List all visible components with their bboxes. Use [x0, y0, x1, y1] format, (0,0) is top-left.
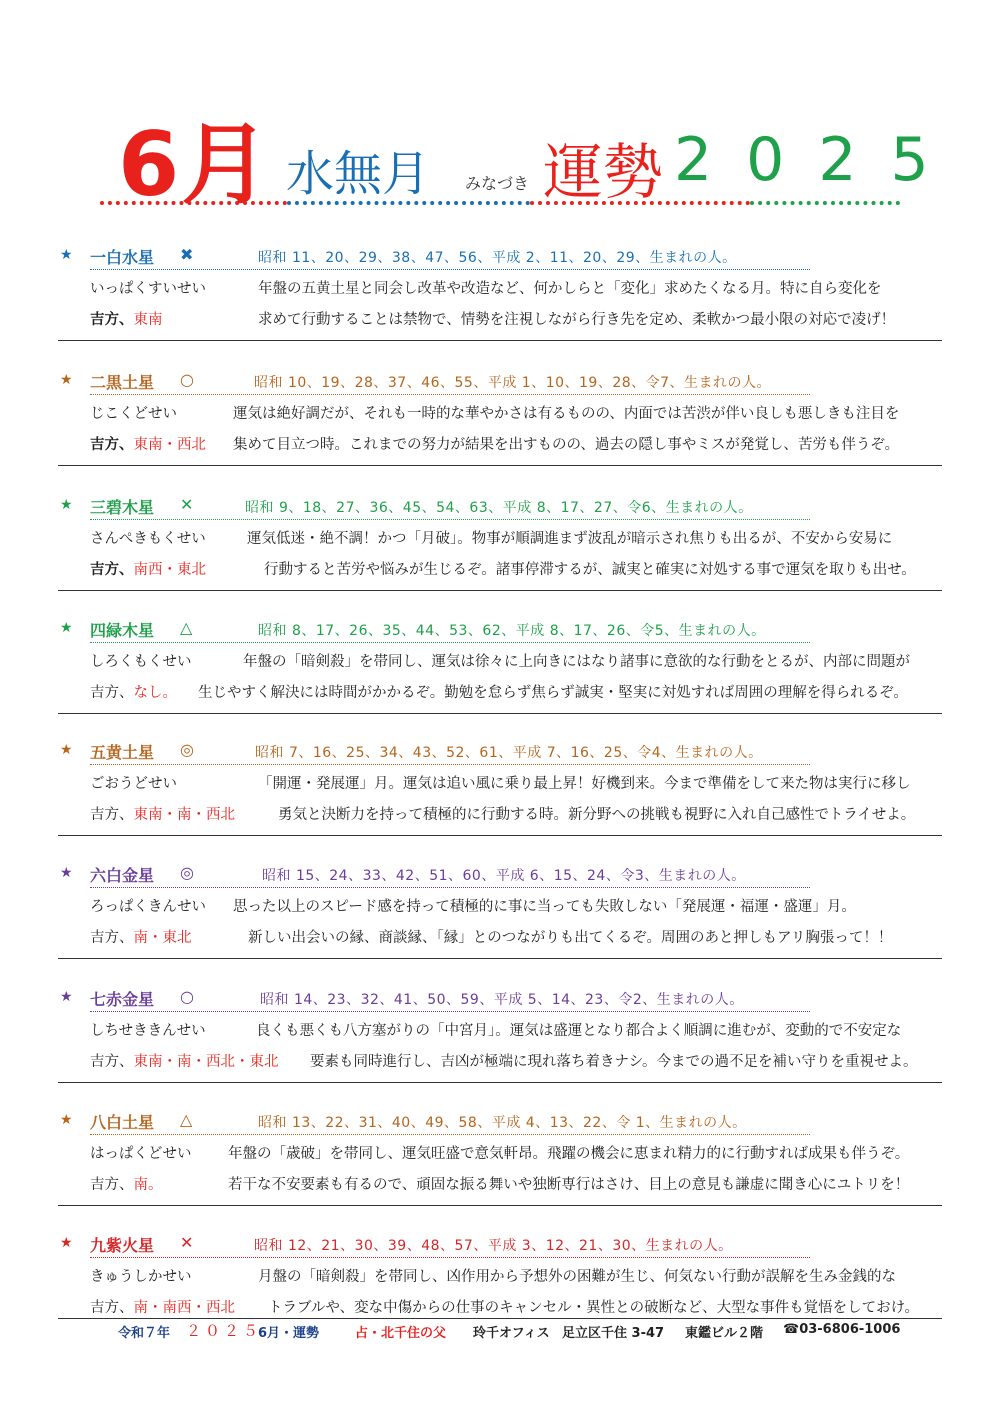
fortune-text-line-2: トラブルや、変な中傷からの仕事のキャンセル・異性との破断など、大型な事件も覚悟をしておけ。 [268, 1300, 920, 1316]
footer-year: ２０２５ [186, 1322, 263, 1340]
fortune-mark: ✕ [180, 495, 194, 514]
star-reading: きゅうしかせい [90, 1269, 192, 1285]
birth-years: 昭和 8、17、26、35、44、53、62、平成 8、17、26、令5、生まれの人。 [258, 623, 766, 639]
fortune-entry [0, 740, 1000, 862]
title-month: 6月 [118, 113, 272, 216]
lucky-direction [90, 1050, 279, 1071]
fortune-mark: △ [180, 1110, 193, 1129]
entry-divider [58, 1205, 942, 1206]
footer-author: 占・北千住の父 [355, 1326, 447, 1341]
fortune-text-line-2: 求めて行動することは禁物で、情勢を注視しながら行き先を定め、柔軟かつ最小限の対応で凌げ！ [258, 312, 896, 328]
entry-divider [58, 958, 942, 959]
lucky-direction-value: 南西・東北 [133, 562, 206, 578]
fortune-entry [0, 370, 1000, 492]
star-name: 二黒土星 [90, 373, 155, 392]
lucky-direction-label: 吉方、 [90, 685, 134, 701]
fortune-entry [0, 618, 1000, 740]
footer-month: 6月・運勢 [258, 1326, 320, 1341]
fortune-text-line-2: 集めて目立つ時。これまでの努力が結果を出すものの、過去の隠し事やミスが発覚し、苦労も伴うぞ。 [233, 437, 900, 453]
star-icon: ★ [60, 989, 73, 1005]
birth-years: 昭和 10、19、28、37、46、55、平成 1、10、19、28、令7、生まれの人。 [254, 375, 772, 391]
fortune-text-line-2: 新しい出会いの縁、商談縁、「縁」とのつながりも出てくるぞ。周囲のあと押しもアリ胸張って！！ [248, 930, 893, 946]
header-dotted-rule [90, 519, 810, 520]
lucky-direction-label: 吉方、 [90, 807, 134, 823]
birth-years: 昭和 7、16、25、34、43、52、61、平成 7、16、25、令4、生まれの人。 [255, 745, 763, 761]
lucky-direction-value: なし。 [133, 685, 177, 701]
lucky-direction-value: 東南・南・西北 [133, 807, 235, 823]
fortune-mark: △ [180, 618, 193, 637]
title-reading: みなづき [465, 174, 530, 193]
star-reading: じこくどせい [90, 406, 177, 422]
lucky-direction-label: 吉方、 [90, 437, 134, 453]
title-year: 2025 [674, 125, 963, 195]
footer-building: 東鑑ビル２階 [685, 1326, 764, 1341]
footer-office: 玲千オフィス [473, 1326, 550, 1341]
star-reading: ごおうどせい [90, 776, 177, 792]
birth-years: 昭和 13、22、31、40、49、58、平成 4、13、22、令 1、生まれの人。 [258, 1115, 747, 1131]
star-icon: ★ [60, 497, 73, 513]
footer-address: 足立区千住 3-47 [562, 1326, 665, 1341]
fortune-mark: ✖ [180, 245, 194, 264]
star-name: 三碧木星 [90, 498, 155, 517]
fortune-text-line-1: 月盤の「暗剣殺」を帯同し、凶作用から予想外の困難が生じ、何気ない行動が誤解を生み金銭的な [258, 1269, 896, 1285]
star-name: 九紫火星 [90, 1236, 155, 1255]
lucky-direction [90, 308, 163, 329]
fortune-text-line-1: 思った以上のスピード感を持って積極的に事に当っても失敗しない「発展運・福運・盛運」月。 [233, 899, 856, 915]
birth-years: 昭和 14、23、32、41、50、59、平成 5、14、23、令2、生まれの人。 [260, 992, 744, 1008]
star-icon: ★ [60, 865, 73, 881]
lucky-direction-value: 東南・西北 [133, 437, 206, 453]
title-underline-red-2 [530, 201, 750, 205]
star-name: 七赤金星 [90, 990, 155, 1009]
fortune-text-line-2: 勇気と決断力を持って積極的に行動する時。新分野への挑戦も視野に入れ自己感性でトライせよ。 [278, 807, 916, 823]
lucky-direction-label: 吉方、 [90, 1054, 134, 1070]
header-dotted-rule [90, 1257, 810, 1258]
fortune-text-line-1: 良くも悪くも八方塞がりの「中宮月」。運気は盛運となり都合よく順調に進むが、変動的で不安定な [256, 1023, 902, 1039]
lucky-direction-value: 東南・南・西北・東北 [133, 1054, 279, 1070]
lucky-direction [90, 926, 192, 947]
footer [0, 1320, 1000, 1344]
star-icon: ★ [60, 372, 73, 388]
lucky-direction-label: 吉方、 [90, 1177, 134, 1193]
entry-divider [58, 713, 942, 714]
star-reading: しろくもくせい [90, 654, 192, 670]
lucky-direction [90, 1296, 235, 1317]
fortune-entry [0, 245, 1000, 367]
title-month-name: 水無月 [286, 146, 431, 202]
header-dotted-rule [90, 887, 810, 888]
fortune-text-line-1: 運気低迷・絶不調！かつ「月破」。物事が順調進まず波乱が暗示され焦りも出るが、不安から安易に [247, 531, 893, 547]
star-icon: ★ [60, 620, 73, 636]
fortune-text-line-1: 年盤の五黄土星と同会し改革や改造など、何かしらと「変化」求めたくなる月。特に自ら変化を [258, 281, 882, 297]
entry-divider [58, 465, 942, 466]
footer-era: 令和７年 [118, 1326, 171, 1341]
birth-years: 昭和 11、20、29、38、47、56、平成 2、11、20、29、生まれの人。 [258, 250, 737, 266]
lucky-direction-label: 吉方、 [90, 1300, 134, 1316]
entry-divider [58, 340, 942, 341]
title-underline-green [750, 201, 900, 205]
lucky-direction [90, 558, 206, 579]
entry-divider [58, 835, 942, 836]
fortune-text-line-2: 要素も同時進行し、吉凶が極端に現れ落ち着きナシ。今までの過不足を補い守りを重視せよ。 [310, 1054, 918, 1070]
lucky-direction [90, 1173, 163, 1194]
lucky-direction-value: 東南 [133, 312, 163, 328]
star-reading: しちせききんせい [90, 1023, 206, 1039]
star-reading: さんぺきもくせい [90, 531, 206, 547]
fortune-mark: ✕ [180, 1233, 194, 1252]
star-name: 一白水星 [90, 248, 155, 267]
header-dotted-rule [90, 764, 810, 765]
entry-divider [58, 590, 942, 591]
star-reading: はっぱくどせい [90, 1146, 192, 1162]
header-dotted-rule [90, 642, 810, 643]
star-name: 五黄土星 [90, 743, 155, 762]
star-icon: ★ [60, 1235, 73, 1251]
birth-years: 昭和 15、24、33、42、51、60、平成 6、15、24、令3、生まれの人。 [262, 868, 746, 884]
fortune-text-line-2: 若干な不安要素も有るので、頑固な振る舞いや独断専行はさけ、目上の意見も謙虚に聞き心にユトリを！ [228, 1177, 910, 1193]
fortune-text-line-1: 「開運・発展運」月。運気は追い風に乗り最上昇！好機到来。今まで準備をして来た物は実行に移し [258, 776, 911, 792]
lucky-direction [90, 803, 235, 824]
entry-divider [58, 1082, 942, 1083]
birth-years: 昭和 9、18、27、36、45、54、63、平成 8、17、27、令6、生まれの人。 [245, 500, 753, 516]
fortune-entry [0, 863, 1000, 985]
lucky-direction [90, 433, 206, 454]
star-icon: ★ [60, 1112, 73, 1128]
header-dotted-rule [90, 1134, 810, 1135]
fortune-text-line-2: 生じやすく解決には時間がかかるぞ。勤勉を怠らず焦らず誠実・堅実に対処すれば周囲の理解を得られるぞ。 [198, 685, 908, 701]
lucky-direction-value: 南・南西・西北 [133, 1300, 235, 1316]
fortune-text-line-1: 年盤の「暗剣殺」を帯同し、運気は徐々に上向きにはなり諸事に意欲的な行動をとるが、内部に問題が [243, 654, 910, 670]
fortune-mark: ◎ [180, 740, 194, 759]
header-dotted-rule [90, 394, 810, 395]
star-name: 四緑木星 [90, 621, 155, 640]
lucky-direction-label: 吉方、 [90, 930, 134, 946]
header-dotted-rule [90, 269, 810, 270]
lucky-direction-value: 南・東北 [133, 930, 192, 946]
fortune-entry [0, 495, 1000, 617]
fortune-mark: ◎ [180, 863, 194, 882]
title-underline-blue [287, 201, 530, 205]
fortune-text-line-1: 運気は絶好調だが、それも一時的な華やかさは有るものの、内面では苦渋が伴い良しも悪しきも注目を [233, 406, 900, 422]
fortune-text-line-1: 年盤の「歳破」を帯同し、運気旺盛で意気軒昂。飛躍の機会に恵まれ精力的に行動すれば成果も伴うぞ。 [228, 1146, 910, 1162]
fortune-mark: ○ [180, 370, 194, 389]
lucky-direction [90, 681, 177, 702]
footer-phone: ☎03-6806-1006 [783, 1322, 901, 1337]
lucky-direction-label: 吉方、 [90, 312, 134, 328]
fortune-text-line-2: 行動すると苦労や悩みが生じるぞ。諸事停滞するが、誠実と確実に対処する事で運気を取りも出せ。 [264, 562, 916, 578]
star-name: 六白金星 [90, 866, 155, 885]
star-reading: いっぱくすいせい [90, 281, 206, 297]
star-icon: ★ [60, 247, 73, 263]
fortune-entry [0, 987, 1000, 1109]
fortune-mark: ○ [180, 987, 194, 1006]
header-dotted-rule [90, 1011, 810, 1012]
footer-divider [58, 1318, 942, 1319]
birth-years: 昭和 12、21、30、39、48、57、平成 3、12、21、30、生まれの人。 [254, 1238, 733, 1254]
lucky-direction-value: 南。 [133, 1177, 163, 1193]
star-name: 八白土星 [90, 1113, 155, 1132]
star-reading: ろっぱくきんせい [90, 899, 206, 915]
star-icon: ★ [60, 742, 73, 758]
title-fortune: 運勢 [543, 138, 663, 208]
lucky-direction-label: 吉方、 [90, 562, 134, 578]
fortune-entry [0, 1110, 1000, 1232]
title-underline-red [100, 201, 287, 205]
